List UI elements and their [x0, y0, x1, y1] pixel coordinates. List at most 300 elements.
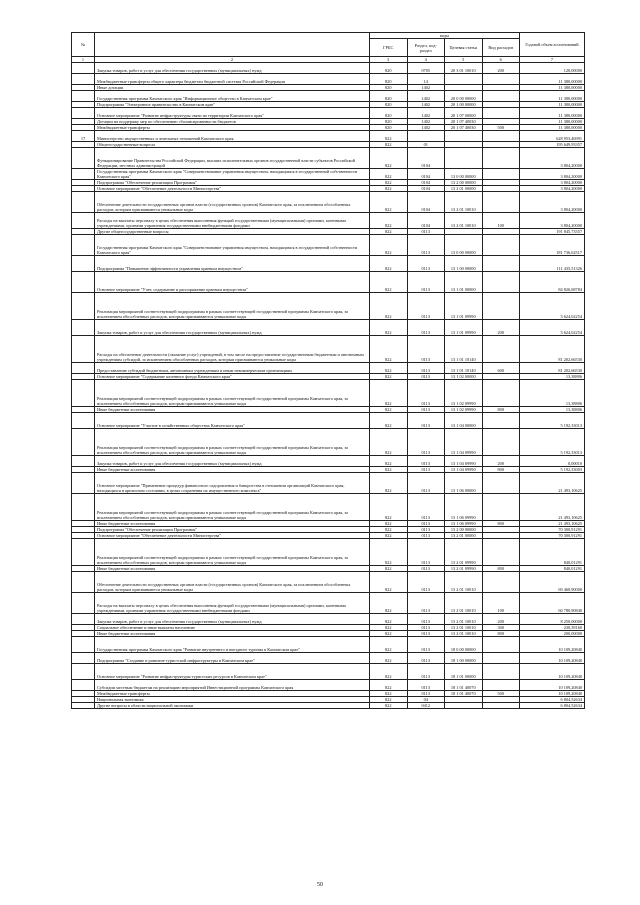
row-target-article: 13 2 00 00000 [445, 527, 483, 533]
row-amount: 5 192,33013 [520, 429, 585, 456]
row-amount: 3 804,20000 [520, 169, 585, 180]
header-codes-group: коды [370, 33, 520, 39]
row-amount: 195 649,93357 [520, 142, 585, 148]
row-number [72, 680, 95, 691]
row-section: 0104 [407, 169, 445, 180]
row-section [407, 131, 445, 142]
row-name: Субсидии местным бюджетам на реализацию мероприятий Инвестиционной программы Камчатского края [95, 680, 370, 691]
row-target-article: 13 2 01 10010 [445, 614, 483, 625]
header-col-exp-type: Вид расходов [482, 39, 520, 57]
row-expense-type: 800 [482, 566, 520, 572]
table-row [72, 429, 585, 456]
row-grbs: 820 [370, 91, 408, 102]
row-amount: 11 380,00000 [520, 74, 585, 85]
row-amount: 81 202,66530 [520, 336, 585, 363]
row-expense-type [482, 91, 520, 102]
row-number: 17 [72, 131, 95, 142]
row-grbs: 822 [370, 539, 408, 566]
row-expense-type [482, 494, 520, 521]
row-section: 0113 [407, 593, 445, 614]
row-number [72, 169, 95, 180]
row-name: Министерство имущественных и земельных отношений Камчатского края [95, 131, 370, 142]
table-row [72, 593, 585, 614]
row-target-article: 13 1 06 09990 [445, 521, 483, 527]
row-expense-type: 300 [482, 625, 520, 631]
column-number: 6 [482, 57, 520, 63]
row-section: 0113 [407, 320, 445, 336]
row-grbs: 822 [370, 229, 408, 235]
header-col-target: Целевая статья [445, 39, 483, 57]
row-amount: 84 826,68784 [520, 272, 585, 293]
row-section: 0113 [407, 494, 445, 521]
row-expense-type: 800 [482, 521, 520, 527]
row-number [72, 637, 95, 653]
row-number [72, 235, 95, 256]
row-target-article: 13 2 01 10010 [445, 572, 483, 593]
row-grbs: 820 [370, 63, 408, 74]
row-section: 0113 [407, 407, 445, 413]
row-section: 0113 [407, 272, 445, 293]
table-row [72, 637, 585, 653]
row-name: Межбюджетные трансферты [95, 691, 370, 697]
row-section: 0113 [407, 631, 445, 637]
budget-table [71, 32, 585, 709]
row-name: Основное мероприятие "Участие в хозяйственных обществах Камчатского края" [95, 413, 370, 429]
table-row [72, 256, 585, 272]
row-number [72, 192, 95, 213]
column-number: 3 [370, 57, 408, 63]
row-grbs: 822 [370, 272, 408, 293]
row-amount: 21 493,10625 [520, 473, 585, 494]
row-amount: 11 380,00000 [520, 119, 585, 125]
row-number [72, 473, 95, 494]
row-number [72, 336, 95, 363]
row-grbs: 822 [370, 293, 408, 320]
row-name: Закупка товаров, работ и услуг для обеспечения государственных (муниципальных) нужд [95, 320, 370, 336]
row-grbs: 822 [370, 625, 408, 631]
table-row [72, 91, 585, 102]
row-name: Национальная экономика [95, 697, 370, 703]
row-name: Основное мероприятие "Учет, содержание и распоряжение краевым имуществом" [95, 272, 370, 293]
row-target-article: 18 1 00 00000 [445, 653, 483, 664]
row-section: 0113 [407, 527, 445, 533]
row-target-article: 13 1 01 10140 [445, 336, 483, 363]
row-expense-type: 800 [482, 407, 520, 413]
row-target-article: 13 1 01 00000 [445, 272, 483, 293]
row-target-article: 20 1 07 40030 [445, 125, 483, 131]
row-number [72, 380, 95, 407]
row-grbs: 820 [370, 125, 408, 131]
row-name: Межбюджетные трансферты [95, 125, 370, 131]
row-name: Государственная программа Камчатского края "Совершенствование управления имуществом, находящимся в государственной собственности Камчатского края" [95, 235, 370, 256]
row-target-article: 13 2 01 10010 [445, 593, 483, 614]
header-col-num: № [72, 33, 95, 57]
row-name: Основное мероприятие "Развитие инфраструктуры связи на территории Камчатского края" [95, 108, 370, 119]
table-row [72, 653, 585, 664]
row-expense-type: 100 [482, 593, 520, 614]
row-target-article: 13 2 01 00000 [445, 533, 483, 539]
row-target-article: 13 2 01 00000 [445, 186, 483, 192]
row-number [72, 614, 95, 625]
row-section: 0113 [407, 625, 445, 631]
table-row [72, 108, 585, 119]
row-amount: 21 493,10625 [520, 494, 585, 521]
row-name: Основное мероприятие "Обеспечение деятельности Министерства" [95, 186, 370, 192]
row-expense-type [482, 664, 520, 680]
row-grbs: 822 [370, 186, 408, 192]
row-amount: 11 380,00000 [520, 108, 585, 119]
table-row [72, 703, 585, 709]
row-expense-type [482, 413, 520, 429]
row-grbs: 822 [370, 169, 408, 180]
row-target-article: 13 2 01 10010 [445, 625, 483, 631]
row-name: Расходы на обеспечение деятельности (оказание услуг) учреждений, в том числе на предоставление государственным бюджетным и автономным учреждениям субсидий, за исключением обособленных расходов, которым присваиваются уникальные коды [95, 336, 370, 363]
row-name: Закупка товаров, работ и услуг для обеспечения государственных (муниципальных) нужд [95, 614, 370, 625]
row-expense-type: 500 [482, 691, 520, 697]
row-expense-type [482, 680, 520, 691]
row-expense-type [482, 637, 520, 653]
row-grbs: 822 [370, 407, 408, 413]
row-number [72, 256, 95, 272]
row-number [72, 91, 95, 102]
row-section: 0104 [407, 213, 445, 229]
row-target-article: 13 2 01 09990 [445, 539, 483, 566]
row-grbs: 822 [370, 703, 408, 709]
row-expense-type: 100 [482, 213, 520, 229]
row-expense-type [482, 473, 520, 494]
row-grbs: 822 [370, 148, 408, 169]
row-section: 0113 [407, 637, 445, 653]
row-number [72, 703, 95, 709]
row-expense-type: 200 [482, 63, 520, 74]
row-name: Другие общегосударственные вопросы [95, 229, 370, 235]
row-section: 1402 [407, 119, 445, 125]
page-number: 50 [317, 882, 323, 888]
table-row [72, 614, 585, 625]
row-expense-type [482, 235, 520, 256]
row-amount: 60 780,90840 [520, 593, 585, 614]
row-amount: 120,00000 [520, 63, 585, 74]
row-amount: 13,38806 [520, 407, 585, 413]
row-number [72, 539, 95, 566]
row-grbs: 822 [370, 456, 408, 467]
row-number [72, 413, 95, 429]
row-target-article: 13 0 00 00000 [445, 169, 483, 180]
row-amount: 10 109,20840 [520, 664, 585, 680]
column-number: 4 [407, 57, 445, 63]
row-number [72, 272, 95, 293]
row-number [72, 572, 95, 593]
row-amount: 6 804,52634 [520, 697, 585, 703]
row-grbs: 822 [370, 467, 408, 473]
row-section: 1402 [407, 108, 445, 119]
row-grbs: 822 [370, 653, 408, 664]
row-expense-type [482, 653, 520, 664]
row-target-article [445, 703, 483, 709]
table-row [72, 192, 585, 213]
row-grbs: 822 [370, 473, 408, 494]
row-target-article: 13 1 02 00000 [445, 374, 483, 380]
row-amount: 10 109,20840 [520, 653, 585, 664]
column-number: 5 [445, 57, 483, 63]
table-row [72, 494, 585, 521]
row-target-article: 18 1 01 40070 [445, 680, 483, 691]
row-section: 04 [407, 697, 445, 703]
row-section: 0113 [407, 467, 445, 473]
row-amount: 181 736,62517 [520, 235, 585, 256]
row-number [72, 653, 95, 664]
row-section: 0113 [407, 336, 445, 363]
table-row [72, 664, 585, 680]
row-amount: 111 435,51326 [520, 256, 585, 272]
row-grbs: 820 [370, 119, 408, 125]
row-name: Дотации на поддержку мер по обеспечению сбалансированности бюджетов [95, 119, 370, 125]
row-grbs: 822 [370, 631, 408, 637]
row-section: 0113 [407, 473, 445, 494]
table-row [72, 169, 585, 180]
table-row [72, 148, 585, 169]
row-section: 0113 [407, 293, 445, 320]
row-expense-type [482, 703, 520, 709]
row-target-article: 13 1 04 09990 [445, 456, 483, 467]
row-expense-type: 800 [482, 467, 520, 473]
row-section: 0113 [407, 363, 445, 374]
row-section: 0113 [407, 691, 445, 697]
row-grbs: 822 [370, 180, 408, 186]
row-amount: 3 804,20000 [520, 186, 585, 192]
header-col-volume: Годовой объем ассигнований [520, 33, 585, 57]
row-name: Реализация мероприятий соответствующей подпрограммы в рамках соответствующей государственной программы Камчатского края, за исключением обособленных расходов, которым присваиваются уникальные коды [95, 539, 370, 566]
row-number [72, 456, 95, 467]
row-expense-type [482, 429, 520, 456]
row-grbs: 822 [370, 235, 408, 256]
row-name: Межбюджетные трансферты общего характера бюджетам бюджетной системы Российской Федерации [95, 74, 370, 85]
row-grbs: 822 [370, 131, 408, 142]
row-expense-type: 200 [482, 456, 520, 467]
row-section: 01 [407, 142, 445, 148]
row-expense-type [482, 572, 520, 593]
row-grbs: 822 [370, 363, 408, 374]
row-section: 0113 [407, 664, 445, 680]
row-amount: 0,00010 [520, 456, 585, 467]
row-name: Основное мероприятие "Содержание казенного фонда Камчатского края" [95, 374, 370, 380]
row-name: Иные бюджетные ассигнования [95, 566, 370, 572]
row-section: 0113 [407, 572, 445, 593]
column-number: 7 [520, 57, 585, 63]
row-section: 0113 [407, 566, 445, 572]
row-amount: 10 109,20840 [520, 680, 585, 691]
row-expense-type [482, 539, 520, 566]
row-section: 0113 [407, 614, 445, 625]
table-row [72, 456, 585, 467]
row-section: 0113 [407, 256, 445, 272]
row-number [72, 593, 95, 614]
row-name: Расходы на выплаты персоналу в целях обеспечения выполнения функций государственными (муниципальными) органами, казенными учреждениями, органами управления государственными внебюджетными фондами [95, 593, 370, 614]
row-name: Государственная программа Камчатского края "Информационное общество в Камчатском крае" [95, 91, 370, 102]
row-target-article: 20 1 07 40030 [445, 119, 483, 125]
row-grbs: 822 [370, 614, 408, 625]
row-expense-type [482, 108, 520, 119]
row-name: Социальное обеспечение и иные выплаты населению [95, 625, 370, 631]
column-number: 2 [95, 57, 370, 63]
row-target-article: 13 2 01 10010 [445, 631, 483, 637]
row-target-article: 18 1 01 00000 [445, 664, 483, 680]
row-amount: 70 300,91291 [520, 527, 585, 533]
row-grbs: 822 [370, 566, 408, 572]
row-section: 0104 [407, 192, 445, 213]
row-amount: 3 804,20000 [520, 192, 585, 213]
row-grbs: 822 [370, 380, 408, 407]
row-number [72, 664, 95, 680]
row-target-article [445, 148, 483, 169]
row-amount: 10 109,20840 [520, 691, 585, 697]
row-amount: 3 624,02254 [520, 320, 585, 336]
row-section: 1402 [407, 125, 445, 131]
table-row [72, 272, 585, 293]
row-name: Подпрограмма "Обеспечение реализации Программы" [95, 180, 370, 186]
row-number [72, 148, 95, 169]
row-target-article: 20 0 00 00000 [445, 91, 483, 102]
row-section: 0113 [407, 235, 445, 256]
row-grbs: 822 [370, 213, 408, 229]
row-target-article: 13 2 01 10010 [445, 192, 483, 213]
table-row [72, 363, 585, 374]
row-target-article: 13 2 00 00000 [445, 180, 483, 186]
table-row [72, 380, 585, 407]
row-target-article: 13 2 01 09990 [445, 566, 483, 572]
table-row [72, 572, 585, 593]
row-name: Предоставление субсидий бюджетным, автономным учреждениям и иным некоммерческим организациям [95, 363, 370, 374]
row-section: 0113 [407, 680, 445, 691]
row-grbs: 822 [370, 142, 408, 148]
row-amount: 8 250,00000 [520, 614, 585, 625]
table-row [72, 680, 585, 691]
row-amount: 3 804,20000 [520, 213, 585, 229]
row-section: 0113 [407, 413, 445, 429]
row-target-article: 13 1 00 00000 [445, 256, 483, 272]
row-amount: 11 380,00000 [520, 125, 585, 131]
row-expense-type [482, 192, 520, 213]
row-expense-type [482, 380, 520, 407]
row-number [72, 293, 95, 320]
row-amount: 69 460,90000 [520, 572, 585, 593]
row-grbs: 822 [370, 336, 408, 363]
row-grbs: 822 [370, 521, 408, 527]
row-grbs: 820 [370, 102, 408, 108]
row-section: 0705 [407, 63, 445, 74]
row-target-article: 13 1 06 09990 [445, 494, 483, 521]
row-target-article: 13 1 02 09990 [445, 407, 483, 413]
row-target-article: 13 1 01 09990 [445, 293, 483, 320]
row-name: Основное мероприятие "Обеспечение деятельности Министерства" [95, 533, 370, 539]
table-row [72, 235, 585, 256]
row-target-article [445, 131, 483, 142]
row-target-article: 13 1 06 00000 [445, 473, 483, 494]
row-amount: 200,00000 [520, 631, 585, 637]
row-amount: 5 192,33013 [520, 413, 585, 429]
row-amount: 11 380,00000 [520, 85, 585, 91]
row-amount: 5 192,33003 [520, 467, 585, 473]
row-name: Государственная программа Камчатского края "Совершенствование управления имуществом, находящимся в государственной собственности Камчатского края" [95, 169, 370, 180]
row-expense-type [482, 74, 520, 85]
header-col-name [95, 33, 370, 57]
row-name: Реализация мероприятий соответствующей подпрограммы в рамках соответствующей государственной программы Камчатского края, за исключением обособленных расходов, которым присваиваются уникальные коды [95, 293, 370, 320]
row-expense-type [482, 131, 520, 142]
row-target-article: 13 1 02 09990 [445, 380, 483, 407]
row-section: 14 [407, 74, 445, 85]
row-amount: 13,38806 [520, 380, 585, 407]
row-grbs: 822 [370, 413, 408, 429]
row-section: 0113 [407, 374, 445, 380]
table-row [72, 336, 585, 363]
row-expense-type: 200 [482, 614, 520, 625]
row-grbs: 822 [370, 637, 408, 653]
row-target-article [445, 74, 483, 85]
row-grbs: 822 [370, 374, 408, 380]
row-grbs: 820 [370, 108, 408, 119]
row-expense-type [482, 148, 520, 169]
row-amount: 840,01291 [520, 539, 585, 566]
row-name: Другие вопросы в области национальной экономики [95, 703, 370, 709]
row-section: 0104 [407, 186, 445, 192]
row-section: 0113 [407, 539, 445, 566]
row-expense-type [482, 272, 520, 293]
row-amount: 840,01291 [520, 566, 585, 572]
row-target-article: 13 1 04 00000 [445, 413, 483, 429]
row-target-article: 13 1 04 09990 [445, 429, 483, 456]
row-grbs: 822 [370, 533, 408, 539]
row-grbs: 822 [370, 572, 408, 593]
row-grbs: 822 [370, 192, 408, 213]
row-number [72, 108, 95, 119]
header-col-grbs: ГРБС [370, 39, 408, 57]
row-target-article: 13 0 00 00000 [445, 235, 483, 256]
row-name: Реализация мероприятий соответствующей подпрограммы в рамках соответствующей государственной программы Камчатского края, за исключением обособленных расходов, которым присваиваются уникальные коды [95, 494, 370, 521]
row-name: Общегосударственные вопросы [95, 142, 370, 148]
row-grbs: 822 [370, 429, 408, 456]
row-section: 0113 [407, 380, 445, 407]
row-expense-type [482, 169, 520, 180]
row-expense-type [482, 256, 520, 272]
row-name: Расходы на выплаты персоналу в целях обеспечения выполнения функций государственными (муниципальными) органами, казенными учреждениями, органами управления государственными внебюджетными фондами [95, 213, 370, 229]
row-expense-type: 500 [482, 125, 520, 131]
row-amount: 21 493,10625 [520, 521, 585, 527]
table-row [72, 320, 585, 336]
row-section: 0113 [407, 653, 445, 664]
row-expense-type: 800 [482, 631, 520, 637]
row-name: Основное мероприятие "Применение процедур финансового оздоровления и банкротства в отношении организаций Камчатского края, находящихся в кризисном состоянии, в целях сохранения их имущественного комплекса" [95, 473, 370, 494]
header-col-section: Раздел, под- раздел [407, 39, 445, 57]
row-number [72, 213, 95, 229]
row-target-article: 20 3 01 10010 [445, 63, 483, 74]
row-name: Обеспечение деятельности государственных органов власти (государственных органов) Камчатского края, за исключением обособленных расходов, которым присваиваются уникальные коды [95, 192, 370, 213]
row-amount: 81 202,66530 [520, 363, 585, 374]
row-name: Обеспечение деятельности государственных органов власти (государственных органов) Камчатского края, за исключением обособленных расходов, которым присваиваются уникальные коды [95, 572, 370, 593]
row-target-article: 18 1 01 40070 [445, 691, 483, 697]
row-name: Основное мероприятие "Развитие инфраструктуры туристских ресурсов в Камчатском крае" [95, 664, 370, 680]
row-grbs: 822 [370, 691, 408, 697]
table-row [72, 213, 585, 229]
row-name: Подпрограмма "Создание и развитие туристской инфраструктуры в Камчатском крае" [95, 653, 370, 664]
table-row [72, 131, 585, 142]
row-amount: 3 804,20000 [520, 148, 585, 169]
row-number [72, 320, 95, 336]
table-row [72, 413, 585, 429]
row-name: Иные бюджетные ассигнования [95, 521, 370, 527]
table-row [72, 473, 585, 494]
row-target-article: 13 1 01 10140 [445, 363, 483, 374]
row-number [72, 429, 95, 456]
